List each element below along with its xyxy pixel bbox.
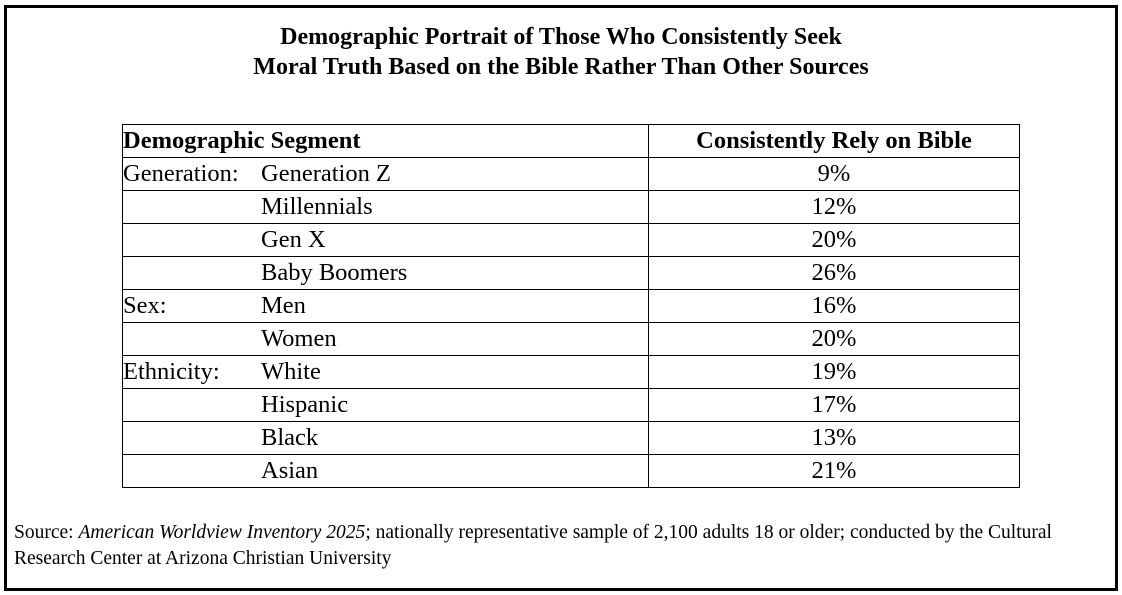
row-group-label	[123, 389, 262, 422]
row-segment-label: Men	[261, 290, 649, 323]
row-value: 20%	[649, 323, 1020, 356]
row-value: 19%	[649, 356, 1020, 389]
source-note	[14, 520, 1104, 572]
row-segment-label: Black	[261, 422, 649, 455]
row-group-label	[123, 191, 262, 224]
title-line-2: Moral Truth Based on the Bible Rather Than Other Sources	[253, 54, 869, 80]
row-segment-label: White	[261, 356, 649, 389]
row-value: 12%	[649, 191, 1020, 224]
row-group-label	[123, 257, 262, 290]
table-row	[123, 455, 1020, 488]
row-segment-label: Millennials	[261, 191, 649, 224]
row-value: 9%	[649, 158, 1020, 191]
table-row	[123, 191, 1020, 224]
row-segment-label: Asian	[261, 455, 649, 488]
row-segment-label: Gen X	[261, 224, 649, 257]
table-row	[123, 323, 1020, 356]
row-value: 20%	[649, 224, 1020, 257]
table-row	[123, 224, 1020, 257]
table-row	[123, 257, 1020, 290]
table-row	[123, 422, 1020, 455]
demographic-table	[122, 124, 1020, 488]
row-segment-label: Hispanic	[261, 389, 649, 422]
row-segment-label: Generation Z	[261, 158, 649, 191]
row-value: 17%	[649, 389, 1020, 422]
figure-title	[0, 22, 1122, 82]
header-consistently-rely: Consistently Rely on Bible	[649, 125, 1020, 158]
table-header-row	[123, 125, 1020, 158]
table-row	[123, 389, 1020, 422]
row-group-label	[123, 455, 262, 488]
row-group-label: Ethnicity:	[123, 356, 262, 389]
row-group-label: Generation:	[123, 158, 262, 191]
row-group-label	[123, 224, 262, 257]
row-segment-label: Women	[261, 323, 649, 356]
table-row	[123, 290, 1020, 323]
row-value: 21%	[649, 455, 1020, 488]
source-survey-title: American Worldview Inventory 2025	[78, 522, 366, 543]
row-segment-label: Baby Boomers	[261, 257, 649, 290]
row-value: 13%	[649, 422, 1020, 455]
table-row	[123, 158, 1020, 191]
header-demographic-segment: Demographic Segment	[123, 125, 649, 158]
row-value: 16%	[649, 290, 1020, 323]
table-row	[123, 356, 1020, 389]
row-group-label: Sex:	[123, 290, 262, 323]
row-value: 26%	[649, 257, 1020, 290]
source-details: ; nationally representative sample of 2,100 adults 18 or older; conducted by the Cultural Research Center at Arizona Christian University	[14, 522, 1052, 569]
title-line-1: Demographic Portrait of Those Who Consistently Seek	[280, 24, 842, 50]
row-group-label	[123, 422, 262, 455]
row-group-label	[123, 323, 262, 356]
source-prefix: Source:	[14, 522, 79, 543]
